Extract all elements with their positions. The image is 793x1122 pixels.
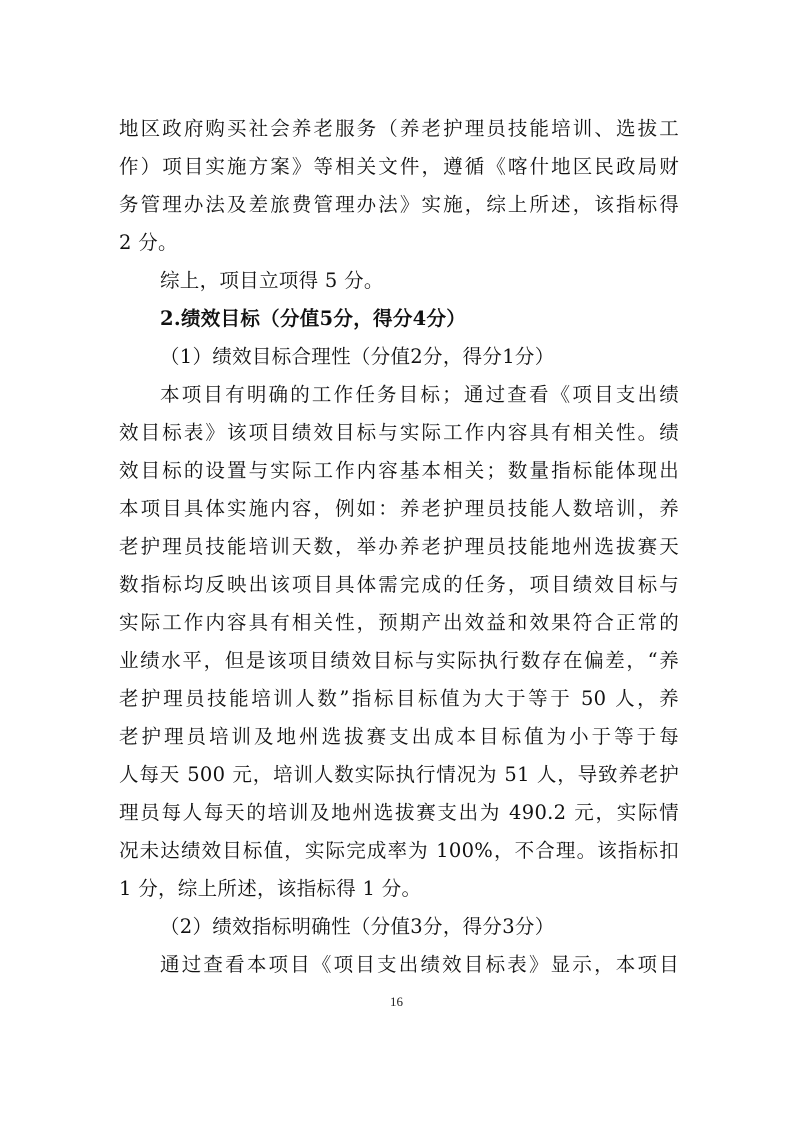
body-line-4: 2 分。 — [119, 231, 178, 254]
body-line-3: 务管理办法及差旅费管理办法》实施，综上所述，该指标得 — [119, 193, 679, 216]
paragraph-line-8: 业绩水平，但是该项目绩效目标与实际执行数存在偏差，“养 — [119, 649, 679, 672]
paragraph-line-1: 本项目有明确的工作任务目标；通过查看《项目支出绩 — [160, 383, 679, 406]
paragraph-line-15: 通过查看本项目《项目支出绩效目标表》显示，本项目 — [160, 953, 679, 976]
section-heading: 2.绩效目标（分值5分，得分4分） — [160, 307, 467, 330]
page-number: 16 — [390, 994, 403, 1009]
paragraph-line-7: 实际工作内容具有相关性，预期产出效益和效果符合正常的 — [119, 611, 679, 634]
body-line-1: 地区政府购买社会养老服务（养老护理员技能培训、选拔工 — [119, 117, 679, 140]
paragraph-line-3: 效目标的设置与实际工作内容基本相关；数量指标能体现出 — [119, 459, 679, 482]
subsection-heading-1: （1）绩效目标合理性（分值2分，得分1分） — [160, 345, 555, 368]
paragraph-line-5: 老护理员技能培训天数，举办养老护理员技能地州选拔赛天 — [119, 535, 679, 558]
paragraph-line-2: 效目标表》该项目绩效目标与实际工作内容具有相关性。绩 — [119, 421, 679, 444]
paragraph-line-11: 人每天 500 元，培训人数实际执行情况为 51 人，导致养老护 — [119, 763, 679, 786]
paragraph-line-6: 数指标均反映出该项目具体需完成的任务，项目绩效目标与 — [119, 573, 679, 596]
paragraph-line-9: 老护理员技能培训人数”指标目标值为大于等于 50 人，养 — [119, 687, 679, 710]
body-line-2: 作）项目实施方案》等相关文件，遵循《喀什地区民政局财 — [119, 155, 679, 178]
paragraph-line-4: 本项目具体实施内容，例如：养老护理员技能人数培训，养 — [119, 497, 679, 520]
paragraph-line-10: 老护理员培训及地州选拔赛支出成本目标值为小于等于每 — [119, 725, 679, 748]
summary-line: 综上，项目立项得 5 分。 — [160, 269, 384, 292]
paragraph-line-12: 理员每人每天的培训及地州选拔赛支出为 490.2 元，实际情 — [119, 801, 679, 824]
subsection-heading-2: （2）绩效指标明确性（分值3分，得分3分） — [160, 915, 555, 938]
paragraph-line-13: 况未达绩效目标值，实际完成率为 100%，不合理。该指标扣 — [119, 839, 679, 862]
paragraph-line-14: 1 分，综上所述，该指标得 1 分。 — [119, 877, 422, 900]
